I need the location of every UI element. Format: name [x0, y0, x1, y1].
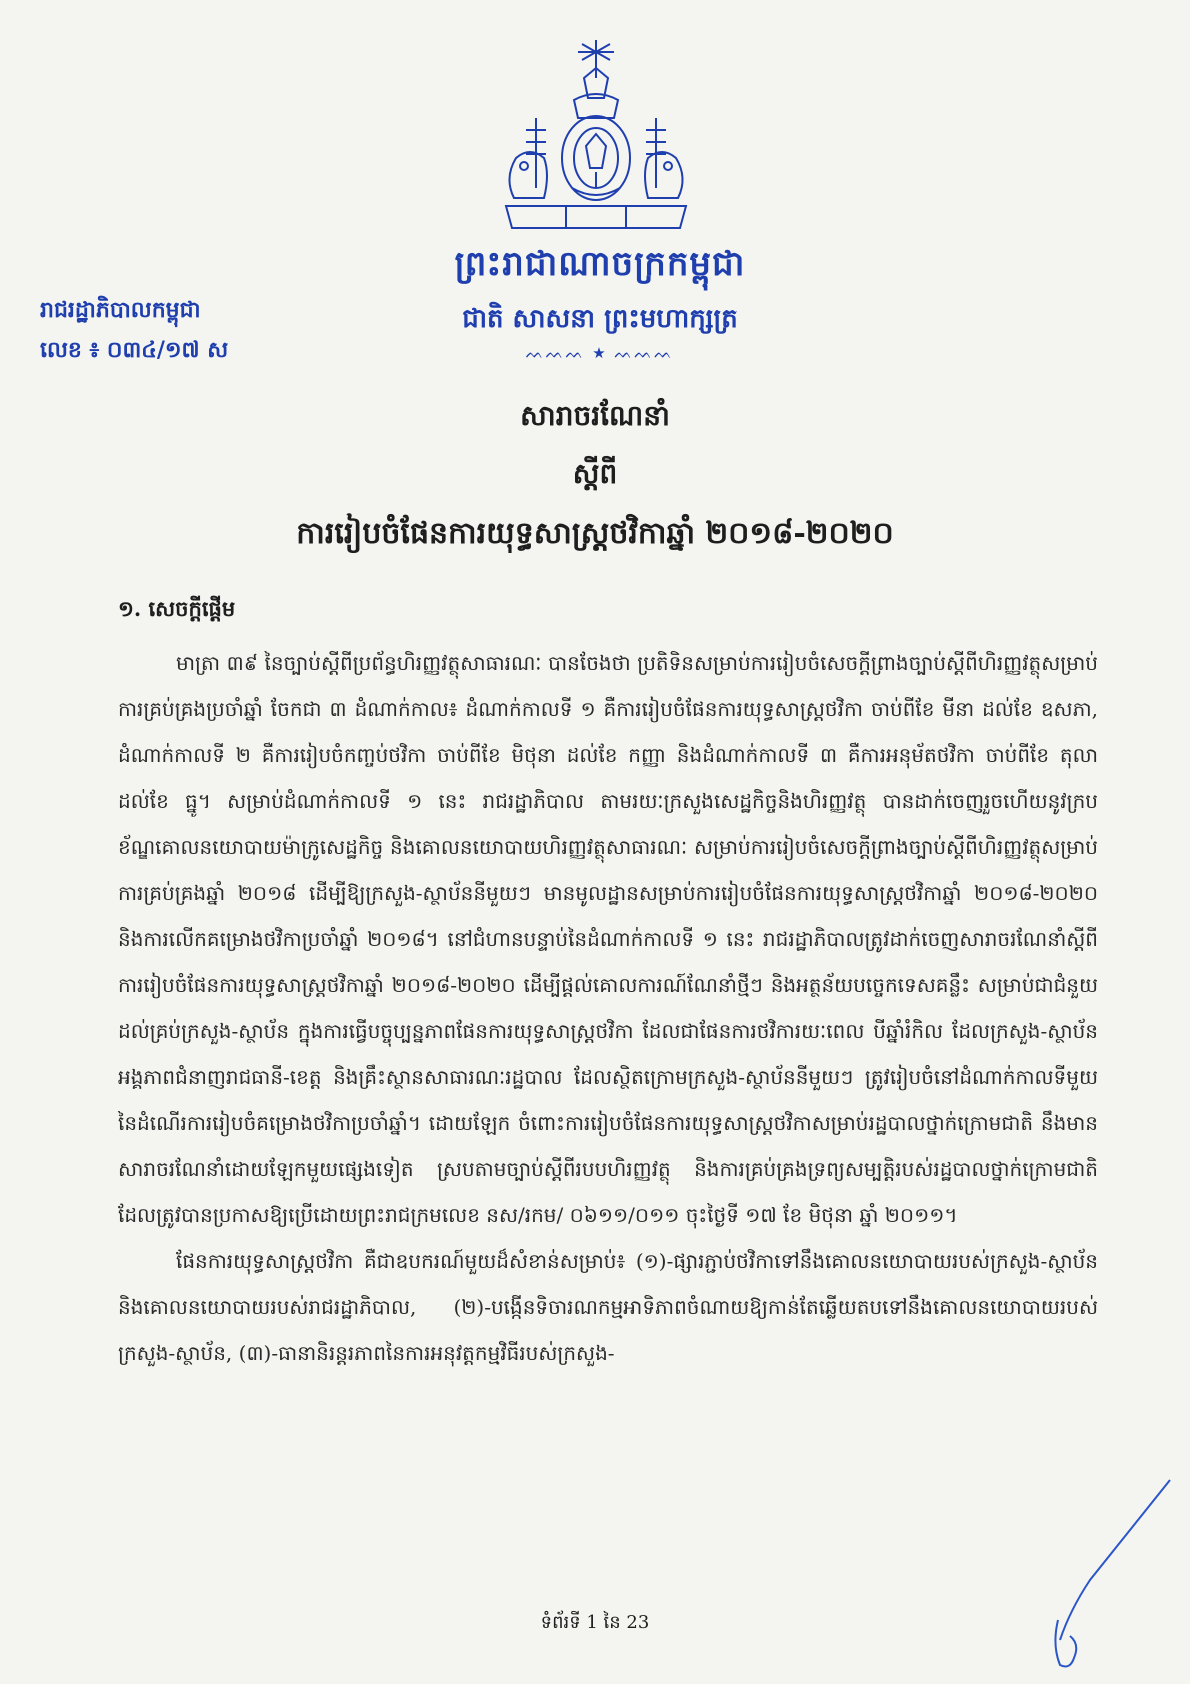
- kingdom-name: ព្រះរាជាណាចក្រកម្ពុជា: [454, 244, 746, 284]
- title-subject-label: ស្តីពី: [572, 457, 618, 490]
- section-heading: ១. សេចក្តីផ្តើម: [118, 596, 236, 621]
- royal-coat-of-arms-icon: [496, 38, 696, 243]
- issuing-authority: រាជរដ្ឋាភិបាលកម្ពុជា: [40, 297, 201, 323]
- body-text: [118, 640, 1098, 1376]
- document-subject-title: ការរៀបចំផែនការយុទ្ធសាស្ត្រថវិកាឆ្នាំ ២០១៨-២០២០: [296, 516, 894, 551]
- paragraph: ផែនការយុទ្ធសាស្ត្រថវិកា គឺជាឧបករណ៍មួយដ៏សំខាន់សម្រាប់៖ (១)-ផ្សារភ្ជាប់ថវិកាទៅនឹងគោលនយោបាយរបស់ក្រសួង-ស្ថាប័ន និងគោលនយោបាយរបស់រាជរដ្ឋាភិបាល, (២)-បង្កើនទិចារណកម្មអាទិភាពចំណាយឱ្យកាន់តែឆ្លើយតបទៅនឹងគោលនយោបាយរបស់ក្រសួង-ស្ថាប័ន, (៣)-ធានានិរន្តរភាពនៃការអនុវត្តកម្មវិធីរបស់ក្រសួង-: [118, 1249, 1098, 1365]
- document-type-title: សារាចរណែនាំ: [520, 399, 670, 432]
- paragraph: មាត្រា ៣៩ នៃច្បាប់ស្តីពីប្រព័ន្ធហិរញ្ញវត្ថុសាធារណៈ បានចែងថា ប្រតិទិនសម្រាប់ការរៀបចំសេចក្តីព្រាងច្បាប់ស្តីពីហិរញ្ញវត្ថុសម្រាប់ការគ្រប់គ្រងប្រចាំឆ្នាំ ចែកជា ៣ ដំណាក់កាល៖ ដំណាក់កាលទី ១ គឺការរៀបចំផែនការយុទ្ធសាស្ត្រថវិកា ចាប់ពីខែ មីនា ដល់ខែ ឧសភា, ដំណាក់កាលទី ២ គឺការរៀបចំកញ្ចប់ថវិកា ចាប់ពីខែ មិថុនា ដល់ខែ កញ្ញា និងដំណាក់កាលទី ៣ គឺការអនុម័តថវិកា ចាប់ពីខែ តុលា ដល់ខែ ធ្នូ។ សម្រាប់ដំណាក់កាលទី ១ នេះ រាជរដ្ឋាភិបាល តាមរយៈក្រសួងសេដ្ឋកិច្ចនិងហិរញ្ញវត្ថុ បានដាក់ចេញរួចហើយនូវក្របខ័ណ្ឌគោលនយោបាយម៉ាក្រូសេដ្ឋកិច្ច និងគោលនយោបាយហិរញ្ញវត្ថុសាធារណៈ សម្រាប់ការរៀបចំសេចក្តីព្រាងច្បាប់ស្តីពីហិរញ្ញវត្ថុសម្រាប់ការគ្រប់គ្រងឆ្នាំ ២០១៨ ដើម្បីឱ្យក្រសួង-ស្ថាប័ននីមួយៗ មានមូលដ្ឋានសម្រាប់ការរៀបចំផែនការយុទ្ធសាស្ត្រថវិកាឆ្នាំ ២០១៨-២០២០ និងការលើកគម្រោងថវិកាប្រចាំឆ្នាំ ២០១៨។ នៅជំហានបន្ទាប់នៃដំណាក់កាលទី ១ នេះ រាជរដ្ឋាភិបាលត្រូវដាក់ចេញសារាចរណែនាំស្តីពីការរៀបចំផែនការយុទ្ធសាស្ត្រថវិកាឆ្នាំ ២០១៨-២០២០ ដើម្បីផ្តល់គោលការណ៍ណែនាំថ្មីៗ និងអត្ថន័យបច្ចេកទេសគន្លឹះ សម្រាប់ជាជំនួយដល់គ្រប់ក្រសួង-ស្ថាប័ន ក្នុងការធ្វើបច្ចុប្បន្នភាពផែនការយុទ្ធសាស្ត្រថវិកា ដែលជាផែនការថវិការយៈពេល បីឆ្នាំរំកិល ដែលក្រសួង-ស្ថាប័ន អង្គភាពជំនាញរាជធានី-ខេត្ត និងគ្រឹះស្ថានសាធារណៈរដ្ឋបាល ដែលស្ថិតក្រោមក្រសួង-ស្ថាប័ននីមួយៗ ត្រូវរៀបចំនៅដំណាក់កាលទីមួយ នៃដំណើរការរៀបចំគម្រោងថវិកាប្រចាំឆ្នាំ។ ដោយឡែក ចំពោះការរៀបចំផែនការយុទ្ធសាស្ត្រថវិកាសម្រាប់រដ្ឋបាលថ្នាក់ក្រោមជាតិ នឹងមានសារាចរណែនាំដោយឡែកមួយផ្សេងទៀត ស្របតាមច្បាប់ស្តីពីរបបហិរញ្ញវត្ថុ និងការគ្រប់គ្រងទ្រព្យសម្បត្តិរបស់រដ្ឋបាលថ្នាក់ក្រោមជាតិ ដែលត្រូវបានប្រកាសឱ្យប្រើដោយព្រះរាជក្រមលេខ នស/រកម/ ០៦១១/០១១ ចុះថ្ងៃទី ១៧ ខែ មិថុនា ឆ្នាំ ២០១១។: [118, 651, 1098, 1227]
- reference-number: លេខ ៖ ០៣៤/១៧ ស: [40, 337, 229, 363]
- page-number: ទំព័រទី 1 នៃ 23: [540, 1612, 650, 1633]
- national-motto: ជាតិ សាសនា ព្រះមហាក្សត្រ: [462, 304, 738, 334]
- signature-icon: [1030, 1470, 1180, 1680]
- decorative-divider: ᨓᨓᨓ ★ ᨓᨓᨓ: [525, 344, 675, 362]
